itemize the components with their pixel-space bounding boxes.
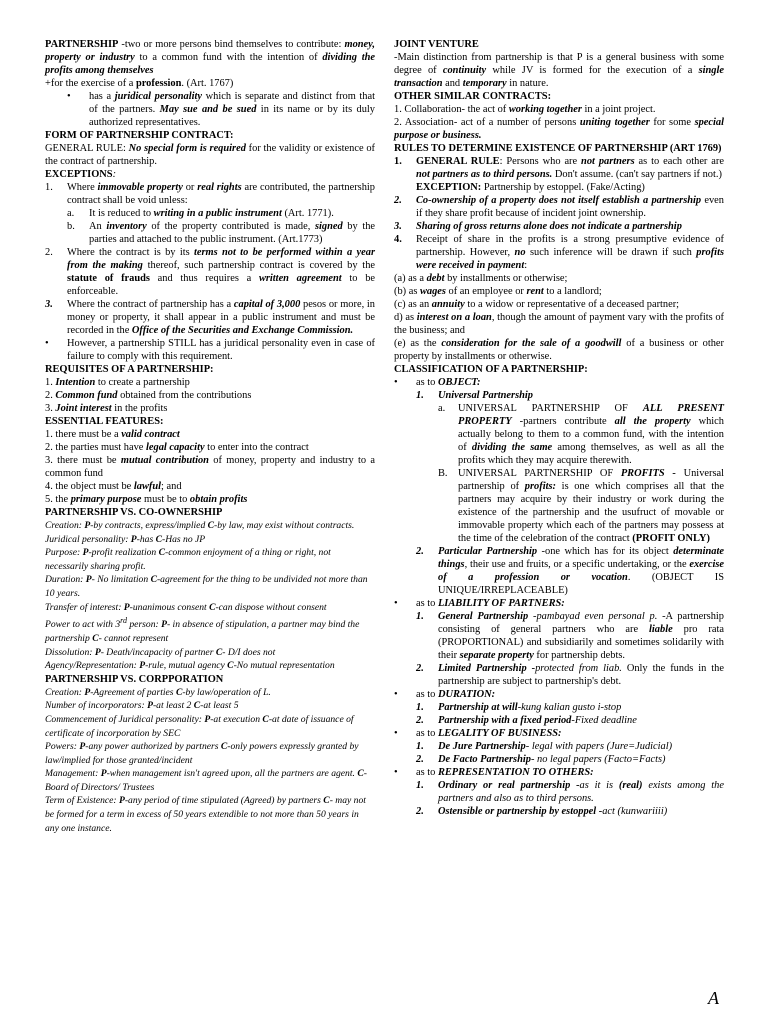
right-list-item xyxy=(394,389,724,402)
right-list-item xyxy=(394,779,724,805)
list-marker: • xyxy=(394,767,398,778)
list-text: However, a partnership STILL has a juridical personality even in case of failure to comply with this requirement. xyxy=(67,338,375,362)
left-paragraph: Juridical personality: P-has C-Has no JP xyxy=(45,533,206,545)
list-marker: 1. xyxy=(416,702,424,713)
list-text: Ordinary or real partnership -as it is (real) exists among the partners and also as to third persons. xyxy=(438,780,724,804)
left-list-item xyxy=(45,207,375,220)
right-paragraph: (e) as the consideration for the sale of a goodwill of a business or other property by installments or otherwise. xyxy=(394,338,724,362)
right-paragraph: (b) as wages of an employee or rent to a landlord; xyxy=(394,286,602,297)
left-list-item xyxy=(45,246,375,298)
list-text: Where the contract is by its terms not to be performed within a year from the making thereof, such partnership contract is covered by the statute of frauds and thus requires a written agreement to be enforceable. xyxy=(67,247,376,297)
list-marker: 2. xyxy=(416,754,424,765)
right-list-item xyxy=(394,727,724,740)
list-marker: • xyxy=(394,689,398,700)
list-marker: 3. xyxy=(45,299,53,310)
list-text: as to LEGALITY OF BUSINESS: xyxy=(416,728,562,739)
left-paragraph: Term of Existence: P-any period of time stipulated (Agreed) by partners C- may not be formed for a term in excess of 50 years extendible to not more than 50 years in any one instance. xyxy=(45,795,366,834)
list-marker: a. xyxy=(438,403,446,414)
right-list-item xyxy=(394,688,724,701)
right-paragraph: d) as interest on a loan, though the amount of payment vary with the profits of the business; and xyxy=(394,312,724,336)
list-marker: 2. xyxy=(416,715,424,726)
list-marker: 1. xyxy=(416,611,424,622)
right-list-item xyxy=(394,740,724,753)
left-paragraph: Powers: P-any power authorized by partners C-only powers expressly granted by law/implied for those granted/incident xyxy=(45,741,359,766)
list-marker: 2. xyxy=(416,806,424,817)
right-paragraph: OTHER SIMILAR CONTRACTS: xyxy=(394,91,552,102)
list-text: An inventory of the property contributed is made, signed by the parties and attached to the public instrument. (Art.1773) xyxy=(89,221,376,245)
right-list-item xyxy=(394,753,724,766)
list-marker: 1. xyxy=(45,182,53,193)
list-text: UNIVERSAL PARTNERSHIP OF ALL PRESENT PROPERTY -partners contribute all the property which actually belong to them to a common fund, with the intention of dividing the same among themselves, as well as all the profits which they may acquire therewith. xyxy=(458,403,725,466)
left-paragraph: 4. the object must be lawful; and xyxy=(45,481,182,492)
list-text: It is reduced to writing in a public instrument (Art. 1771). xyxy=(89,208,334,219)
left-paragraph: Purpose: P-profit realization C-common enjoyment of a thing or right, not necessarily sharing profit. xyxy=(45,547,331,572)
list-text: as to LIABILITY OF PARTNERS: xyxy=(416,598,565,609)
left-paragraph: EXCEPTIONS: xyxy=(45,169,117,180)
list-text: has a juridical personality which is separate and distinct from that of the partners. May sue and be sued in its name or by its duly authorized representatives. xyxy=(89,91,375,128)
list-text: Where immovable property or real rights are contributed, the partnership contract shall be void unless: xyxy=(67,182,376,206)
left-paragraph: 2. the parties must have legal capacity to enter into the contract xyxy=(45,442,309,453)
right-list-item xyxy=(394,376,724,389)
right-list-item xyxy=(394,714,724,727)
list-marker: B. xyxy=(438,468,448,479)
left-paragraph: Power to act with 3rd person: P- in absence of stipulation, a partner may bind the partnership C- cannot represent xyxy=(45,616,360,644)
list-marker: 2. xyxy=(416,546,424,557)
list-text: as to OBJECT: xyxy=(416,377,481,388)
right-paragraph: CLASSIFICATION OF A PARTNERSHIP: xyxy=(394,364,588,375)
list-marker: • xyxy=(67,91,71,102)
list-text: Ostensible or partnership by estoppel -act (kunwariiii) xyxy=(438,806,668,817)
left-paragraph: 1. there must be a valid contract xyxy=(45,429,180,440)
left-paragraph: 3. there must be mutual contribution of money, property and industry to a common fund xyxy=(45,455,376,479)
right-paragraph: RULES TO DETERMINE EXISTENCE OF PARTNERSHIP (ART 1769) xyxy=(394,143,722,154)
left-paragraph: FORM OF PARTNERSHIP CONTRACT: xyxy=(45,130,234,141)
right-paragraph: JOINT VENTURE xyxy=(394,39,479,50)
left-paragraph: 1. Intention to create a partnership xyxy=(45,377,190,388)
list-marker: 2. xyxy=(45,247,53,258)
left-paragraph: Transfer of interest: P-unanimous consent C-can dispose without consent xyxy=(45,601,327,613)
list-text: De Jure Partnership- legal with papers (Jure=Judicial) xyxy=(438,741,673,752)
left-paragraph: 5. the primary purpose must be to obtain profits xyxy=(45,494,248,505)
list-text: as to DURATION: xyxy=(416,689,496,700)
list-marker: 2. xyxy=(394,195,402,206)
list-text: Co-ownership of a property does not itself establish a partnership even if they share profit because of incident joint ownership. xyxy=(416,195,724,219)
list-marker: b. xyxy=(67,221,75,232)
left-paragraph: PARTNERSHIP VS. CORPPORATION xyxy=(45,673,224,685)
list-marker: 1. xyxy=(394,156,402,167)
right-list-item xyxy=(394,597,724,610)
right-list-item xyxy=(394,194,724,220)
right-paragraph: 2. Association- act of a number of persons uniting together for some special purpose or business. xyxy=(394,117,724,141)
list-marker: 1. xyxy=(416,390,424,401)
left-paragraph: Management: P-when management isn't agreed upon, all the partners are agent. C- Board of Directors/ Trustees xyxy=(45,768,367,793)
right-paragraph: EXCEPTION: Partnership by estoppel. (Fake/Acting) xyxy=(416,182,645,193)
left-paragraph: 2. Common fund obtained from the contributions xyxy=(45,390,252,401)
list-text: as to REPRESENTATION TO OTHERS: xyxy=(416,767,594,778)
list-text: Limited Partnership -protected from liab. Only the funds in the partnership are subject to partnership's debt. xyxy=(438,663,724,687)
left-paragraph: ESSENTIAL FEATURES: xyxy=(45,416,164,427)
left-paragraph: Creation: P-by contracts, express/implied C-by law, may exist without contracts. xyxy=(45,520,355,531)
list-marker: • xyxy=(394,598,398,609)
left-column xyxy=(45,38,375,835)
left-list-item xyxy=(45,220,375,246)
right-list-item xyxy=(394,805,724,818)
list-marker: 1. xyxy=(416,741,424,752)
left-list-item xyxy=(45,337,375,363)
right-list-item xyxy=(394,610,724,662)
signature-mark: A xyxy=(708,988,719,1008)
right-list-item xyxy=(394,467,724,545)
left-paragraph: Dissolution: P- Death/incapacity of partner C- D/I does not xyxy=(45,646,276,658)
left-paragraph: +for the exercise of a profession. (Art. 1767) xyxy=(45,78,234,89)
left-paragraph: PARTNERSHIP VS. CO-OWNERSHIP xyxy=(45,507,223,518)
left-list-item xyxy=(45,90,375,129)
list-text: Universal Partnership xyxy=(438,390,533,401)
list-marker: 3. xyxy=(394,221,402,232)
right-paragraph: -Main distinction from partnership is that P is a general business with some degree of continuity while JV is formed for the execution of a single transaction and temporary in nature. xyxy=(394,52,724,89)
left-paragraph: Duration: P- No limitation C-agreement for the thing to be undivided not more than 10 years. xyxy=(45,574,368,599)
list-text: De Facto Partnership- no legal papers (Facto=Facts) xyxy=(438,754,666,765)
list-text: Where the contract of partnership has a capital of 3,000 pesos or more, in money or property, it shall appear in a public instrument and must be recorded in the Office of the Securities and Exchange Commission. xyxy=(67,299,375,336)
left-paragraph: Creation: P-Agreement of parties C-by law/operation of L. xyxy=(45,686,271,698)
right-list-item xyxy=(394,155,724,181)
left-list-item xyxy=(45,298,375,337)
right-column xyxy=(394,38,724,818)
list-text: Sharing of gross returns alone does not indicate a partnership xyxy=(416,221,682,232)
list-marker: • xyxy=(394,377,398,388)
right-paragraph: (a) as a debt by installments or otherwise; xyxy=(394,273,568,284)
list-text: GENERAL RULE: Persons who are not partners as to each other are not partners as to third persons. Don't assume. (can't say partners if not.) xyxy=(416,156,724,180)
list-marker: • xyxy=(394,728,398,739)
right-list-item xyxy=(394,220,724,233)
right-list-item xyxy=(394,662,724,688)
right-list-item xyxy=(394,545,724,597)
list-marker: a. xyxy=(67,208,75,219)
left-paragraph: REQUISITES OF A PARTNERSHIP: xyxy=(45,364,214,375)
left-list-item xyxy=(45,181,375,207)
right-list-item xyxy=(394,233,724,272)
right-paragraph: (c) as an annuity to a widow or representative of a deceased partner; xyxy=(394,299,680,310)
right-list-item xyxy=(394,766,724,779)
left-paragraph: 3. Joint interest in the profits xyxy=(45,403,168,414)
list-text: UNIVERSAL PARTNERSHIP OF PROFITS - Universal partnership of profits: is one which comprises all that the partners may acquire by their industry or work during the existence of the partnership and the usufruct of movable or immovable property which each of the partners may possess at the time of the celebration of the contract (PROFIT ONLY) xyxy=(458,468,724,544)
left-paragraph: GENERAL RULE: No special form is required for the validity or existence of the contract of partnership. xyxy=(45,143,375,167)
list-marker: • xyxy=(45,338,49,349)
list-marker: 1. xyxy=(416,780,424,791)
left-paragraph: Agency/Representation: P-rule, mutual agency C-No mutual representation xyxy=(45,660,335,672)
left-paragraph: PARTNERSHIP -two or more persons bind themselves to contribute: money, property or industry to a common fund with the intention of dividing the profits among themselves xyxy=(45,39,376,76)
right-paragraph: 1. Collaboration- the act of working together in a joint project. xyxy=(394,104,656,115)
list-text: Receipt of share in the profits is a strong presumptive evidence of partnership. However, no such inference will be drawn if such profits were received in payment: xyxy=(416,234,724,271)
list-text: Partnership at will-kung kalian gusto i-stop xyxy=(438,702,622,713)
left-paragraph: Commencement of Juridical personality: P-at execution C-at date of issuance of certificate of incorporation by SEC xyxy=(45,713,354,739)
list-text: General Partnership -pambayad even personal p. -A partnership consisting of general partners who are liable pro rata (PROPORTIONAL) and subsidiarily and sometimes solidarily with their separate property for partnership debts. xyxy=(438,611,725,661)
right-list-item xyxy=(394,701,724,714)
left-paragraph: Number of incorporators: P-at least 2 C-at least 5 xyxy=(45,700,239,712)
list-marker: 2. xyxy=(416,663,424,674)
list-text: Partnership with a fixed period-Fixed deadline xyxy=(438,715,637,726)
list-marker: 4. xyxy=(394,234,402,245)
right-list-item xyxy=(394,402,724,467)
list-text: Particular Partnership -one which has for its object determinate things, their use and fruits, or a specific undertaking, or the exercise of a profession or vocation. (OBJECT IS UNIQUE/IRREPLACEABLE) xyxy=(438,546,724,596)
